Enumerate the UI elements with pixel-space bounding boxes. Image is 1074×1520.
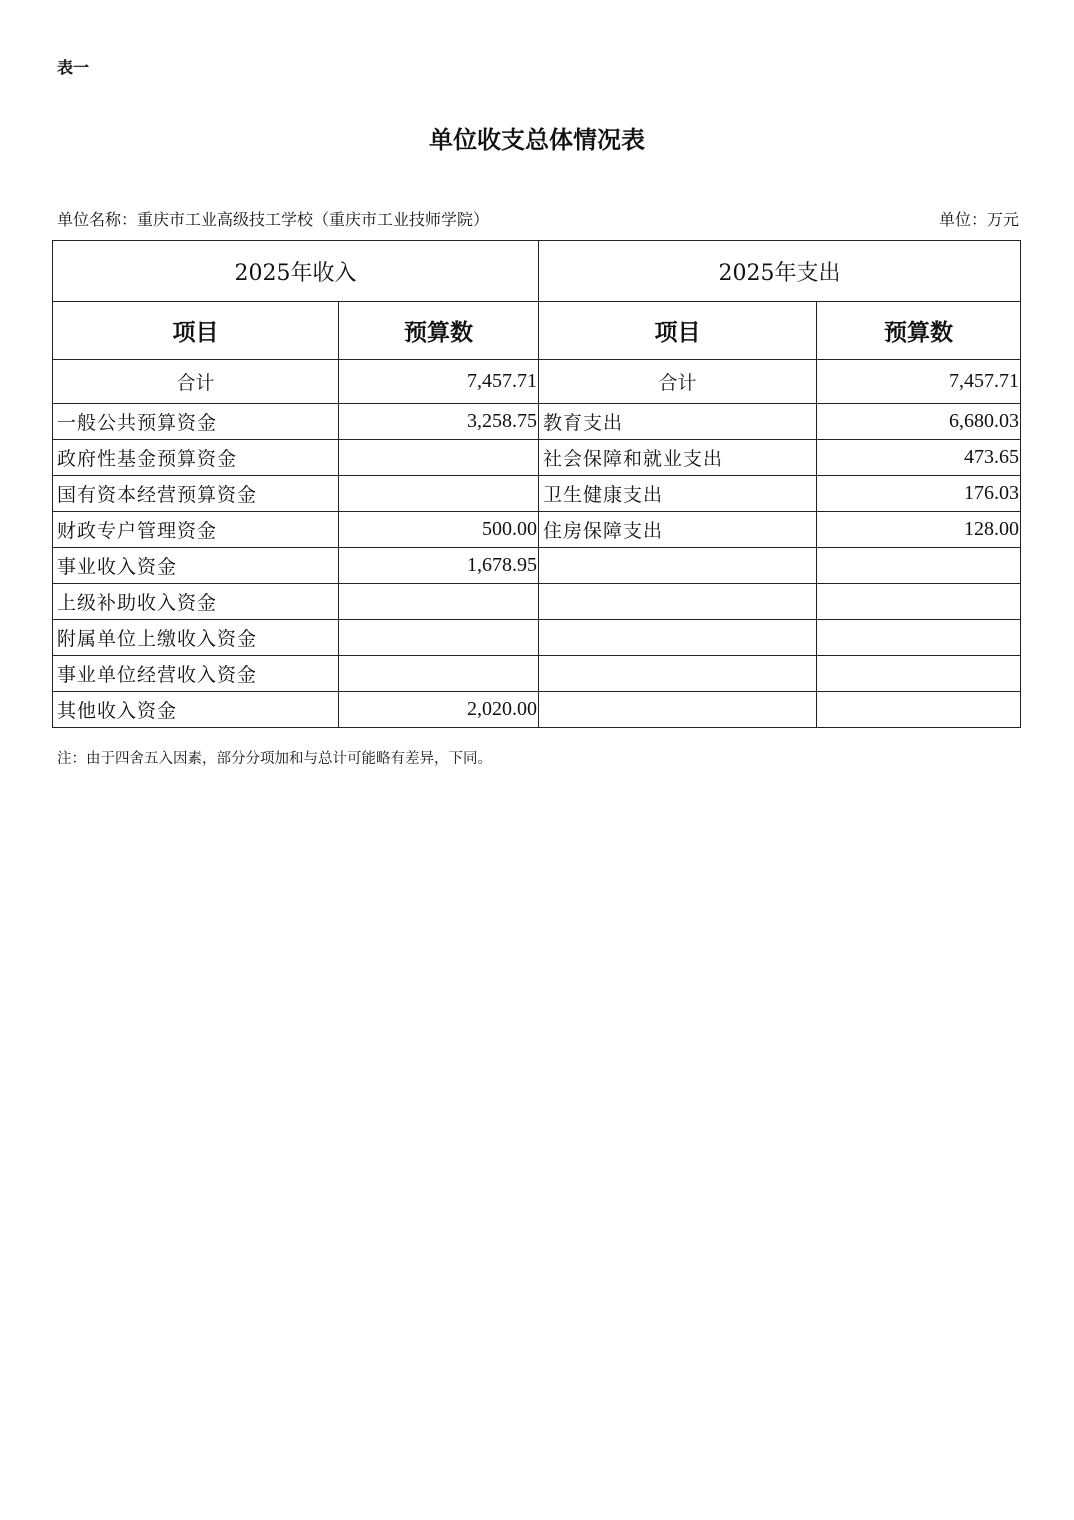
total-row bbox=[53, 360, 1021, 404]
unit-of-measure: 单位：万元 bbox=[938, 210, 1019, 229]
table-row bbox=[53, 692, 1021, 728]
expense-budget-header: 预算数 bbox=[817, 302, 1021, 360]
expense-total-value: 7,457.71 bbox=[817, 360, 1021, 404]
expense-item: 教育支出 bbox=[539, 404, 817, 440]
column-header-row bbox=[53, 302, 1021, 360]
budget-table bbox=[52, 240, 1021, 728]
section-header-row bbox=[53, 241, 1021, 302]
expense-total-label: 合计 bbox=[539, 360, 817, 404]
income-value: 3,258.75 bbox=[339, 404, 539, 440]
expense-value bbox=[817, 548, 1021, 584]
table-row bbox=[53, 512, 1021, 548]
income-total-value: 7,457.71 bbox=[339, 360, 539, 404]
expense-value bbox=[817, 620, 1021, 656]
income-item: 上级补助收入资金 bbox=[53, 584, 339, 620]
unit-name: 单位名称：重庆市工业高级技工学校（重庆市工业技师学院） bbox=[57, 210, 490, 229]
expense-value bbox=[817, 656, 1021, 692]
table-row bbox=[53, 548, 1021, 584]
table-row bbox=[53, 656, 1021, 692]
income-value bbox=[339, 584, 539, 620]
expense-item: 社会保障和就业支出 bbox=[539, 440, 817, 476]
income-budget-header: 预算数 bbox=[339, 302, 539, 360]
expense-item-header: 项目 bbox=[539, 302, 817, 360]
income-item: 国有资本经营预算资金 bbox=[53, 476, 339, 512]
footnote: 注：由于四舍五入因素，部分分项加和与总计可能略有差异，下同。 bbox=[57, 751, 492, 767]
expense-item: 住房保障支出 bbox=[539, 512, 817, 548]
expense-item: 卫生健康支出 bbox=[539, 476, 817, 512]
expense-value bbox=[817, 692, 1021, 728]
expense-item bbox=[539, 620, 817, 656]
expense-item bbox=[539, 548, 817, 584]
income-total-label: 合计 bbox=[53, 360, 339, 404]
table-row bbox=[53, 404, 1021, 440]
expense-item bbox=[539, 692, 817, 728]
expense-value: 6,680.03 bbox=[817, 404, 1021, 440]
table-row bbox=[53, 476, 1021, 512]
table-row bbox=[53, 440, 1021, 476]
income-value bbox=[339, 656, 539, 692]
income-value: 500.00 bbox=[339, 512, 539, 548]
income-value: 2,020.00 bbox=[339, 692, 539, 728]
income-item: 政府性基金预算资金 bbox=[53, 440, 339, 476]
expense-value: 128.00 bbox=[817, 512, 1021, 548]
expense-value bbox=[817, 584, 1021, 620]
expense-item bbox=[539, 656, 817, 692]
income-value bbox=[339, 620, 539, 656]
income-item: 一般公共预算资金 bbox=[53, 404, 339, 440]
income-section-header: 2025年收入 bbox=[53, 241, 539, 302]
expense-value: 473.65 bbox=[817, 440, 1021, 476]
income-item: 附属单位上缴收入资金 bbox=[53, 620, 339, 656]
table-row bbox=[53, 620, 1021, 656]
income-item: 财政专户管理资金 bbox=[53, 512, 339, 548]
expense-value: 176.03 bbox=[817, 476, 1021, 512]
income-item: 其他收入资金 bbox=[53, 692, 339, 728]
income-value: 1,678.95 bbox=[339, 548, 539, 584]
income-item: 事业收入资金 bbox=[53, 548, 339, 584]
expense-section-header: 2025年支出 bbox=[539, 241, 1021, 302]
income-item: 事业单位经营收入资金 bbox=[53, 656, 339, 692]
income-value bbox=[339, 476, 539, 512]
table-row bbox=[53, 584, 1021, 620]
expense-item bbox=[539, 584, 817, 620]
page-title: 单位收支总体情况表 bbox=[429, 125, 645, 154]
table-number-label: 表一 bbox=[57, 58, 90, 77]
income-item-header: 项目 bbox=[53, 302, 339, 360]
income-value bbox=[339, 440, 539, 476]
